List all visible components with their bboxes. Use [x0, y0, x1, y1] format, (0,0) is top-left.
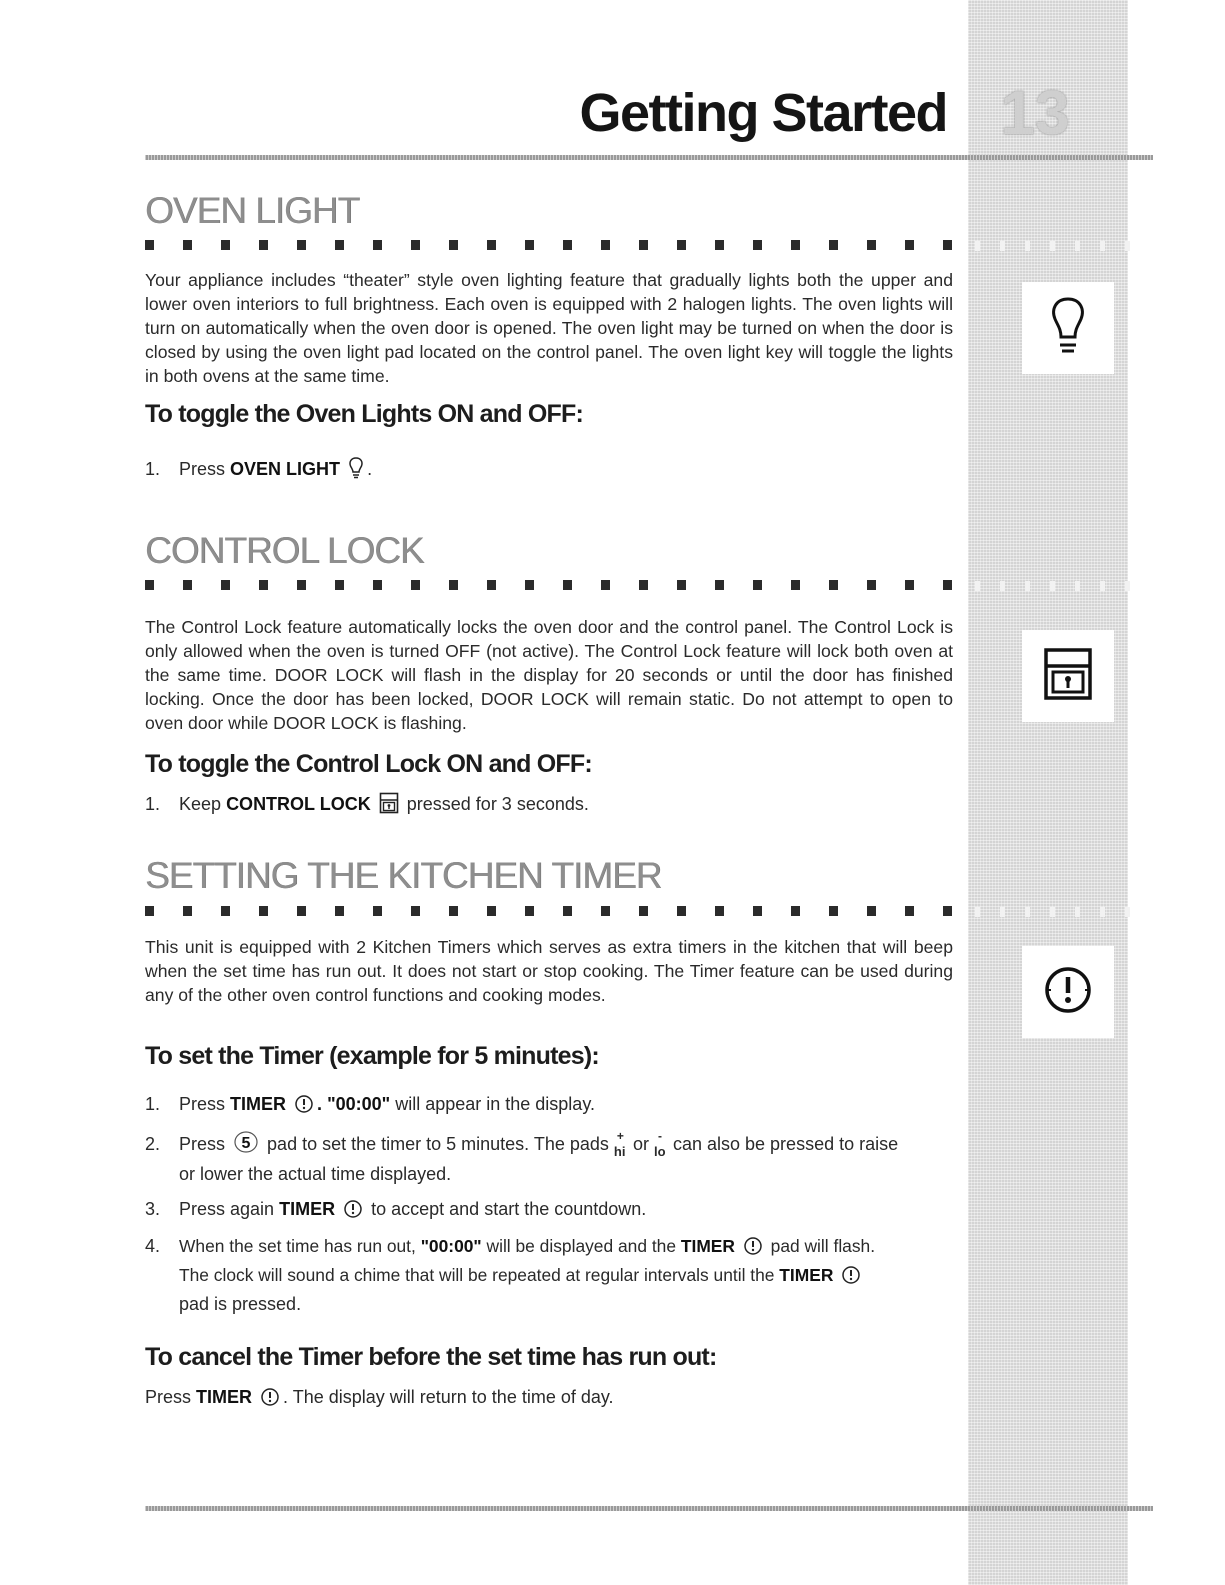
step-punct: .: [317, 1094, 323, 1114]
step-text: Press: [179, 459, 226, 479]
step-text: Press: [179, 1134, 226, 1154]
step-text: Keep: [179, 794, 222, 814]
key-name: OVEN LIGHT: [230, 459, 341, 479]
top-rule: [145, 155, 1153, 160]
step-text-end: .: [367, 459, 373, 479]
section-title-kitchen-timer: SETTING THE KITCHEN TIMER: [145, 855, 662, 896]
sidebar-divider-dots: [975, 907, 1135, 917]
oven-light-paragraph: Your appliance includes “theater” style oven lighting feature that gradually lights both the upper and lower oven interiors to full brightness. Each oven is equipped with 2 halogen lights. The oven lights will turn on automatically when the oven door is opened. The oven light may be turned on when the door is closed by using the oven light pad located on the control panel. The oven light key will toggle the lights in both ovens at the same time.: [145, 270, 953, 386]
step-text: pad to set the timer to 5 minutes. The pads: [267, 1134, 609, 1154]
lock-icon: [1043, 647, 1093, 706]
step-number: 1.: [145, 459, 161, 479]
step-text: will be displayed and the: [486, 1236, 677, 1256]
step-number: 4.: [145, 1236, 161, 1256]
step-text-end: will appear in the display.: [395, 1094, 595, 1114]
page-number: 13: [1000, 79, 1070, 148]
step-number: 2.: [145, 1134, 161, 1154]
timer-icon: [294, 1094, 314, 1123]
step-text-end: . The display will return to the time of day.: [283, 1387, 614, 1407]
step-text: pad is pressed.: [179, 1294, 302, 1314]
bottom-rule: [145, 1506, 1153, 1511]
sidebar-band: [968, 0, 1128, 1585]
step-number: 1.: [145, 794, 161, 814]
step-text-end: can also be pressed to raise: [672, 1134, 899, 1154]
number-5-pad-icon: [233, 1130, 259, 1163]
step-text: or: [632, 1134, 649, 1154]
step-text: Press: [145, 1387, 192, 1407]
lo-label: lo: [653, 1144, 666, 1159]
step-text: The clock will sound a chime that will be repeated at regular intervals until the: [179, 1265, 775, 1285]
section-divider-dots: [145, 240, 965, 250]
sidebar-divider-dots: [975, 241, 1135, 251]
key-name: TIMER: [279, 1199, 336, 1219]
section-title-control-lock: CONTROL LOCK: [145, 530, 424, 571]
control-lock-subtitle: To toggle the Control Lock ON and OFF:: [145, 750, 592, 778]
step-text-end: pad will flash.: [770, 1236, 876, 1256]
hi-label: hi: [613, 1144, 626, 1159]
step-number: 1.: [145, 1094, 161, 1114]
page-title: Getting Started: [579, 83, 947, 143]
kitchen-timer-subtitle: To set the Timer (example for 5 minutes):: [145, 1042, 599, 1070]
section-divider-dots: [145, 580, 965, 590]
sidebar-divider-dots: [975, 581, 1135, 591]
display-value: "00:00": [420, 1236, 482, 1256]
timer-icon: [343, 1199, 363, 1228]
section-title-oven-light: OVEN LIGHT: [145, 190, 360, 231]
key-name: CONTROL LOCK: [226, 794, 371, 814]
key-name: TIMER: [196, 1387, 253, 1407]
light-bulb-icon: [348, 457, 364, 488]
control-lock-paragraph: The Control Lock feature automatically locks the oven door and the control panel. The Control Lock is only allowed when the oven is turned OFF (not active). The Control Lock feature will lock both oven at the same time. DOOR LOCK will flash in the display for 20 seconds or until the door has finished locking. Once the door has been locked, DOOR LOCK will remain static. Do not attempt to open to oven door while DOOR LOCK is flashing.: [145, 617, 953, 733]
light-bulb-icon: [1048, 295, 1088, 362]
step-text: When the set time has run out,: [179, 1236, 416, 1256]
step-number: 3.: [145, 1199, 161, 1219]
timer-icon: [260, 1387, 280, 1416]
minus-symbol: -: [657, 1129, 662, 1143]
plus-symbol: +: [616, 1129, 624, 1143]
control-lock-icon-box: [1022, 630, 1114, 722]
cancel-timer-subtitle: To cancel the Timer before the set time has run out:: [145, 1343, 717, 1371]
step-text: or lower the actual time displayed.: [179, 1164, 452, 1184]
section-divider-dots: [145, 906, 965, 916]
lock-icon: [379, 792, 399, 823]
oven-light-icon-box: [1022, 282, 1114, 374]
step-text-end: pressed for 3 seconds.: [406, 794, 589, 814]
kitchen-timer-icon-box: [1022, 946, 1114, 1038]
pad-number: 5: [241, 1135, 251, 1152]
key-name: TIMER: [779, 1265, 834, 1285]
timer-icon: [1042, 964, 1094, 1021]
step-text-end: to accept and start the countdown.: [371, 1199, 647, 1219]
key-name: TIMER: [680, 1236, 735, 1256]
key-name: TIMER: [230, 1094, 287, 1114]
display-value: "00:00": [327, 1094, 391, 1114]
kitchen-timer-paragraph: This unit is equipped with 2 Kitchen Timers which serves as extra timers in the kitchen that will beep when the set time has run out. It does not start or stop cooking. The Timer feature can be used during any of the other oven control functions and cooking modes.: [145, 937, 953, 1005]
step-text: Press: [179, 1094, 226, 1114]
step-text: Press again: [179, 1199, 275, 1219]
oven-light-subtitle: To toggle the Oven Lights ON and OFF:: [145, 400, 583, 428]
